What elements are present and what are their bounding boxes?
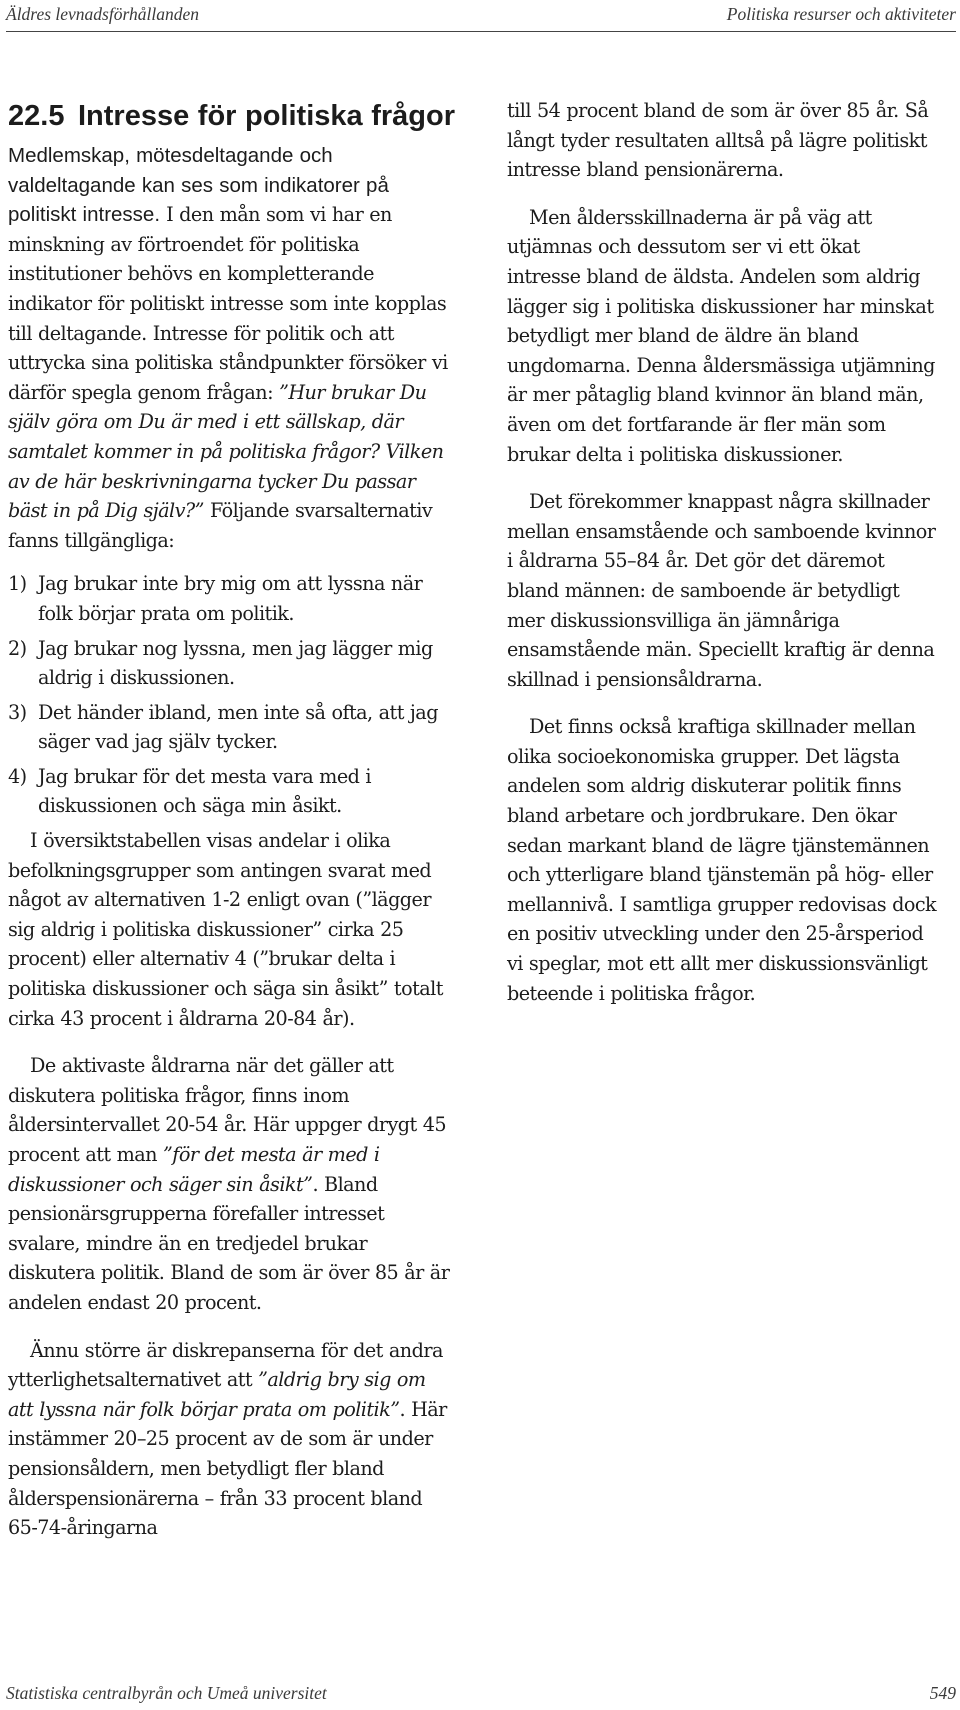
answer-options-list [8, 569, 456, 821]
header-rule [6, 31, 956, 32]
option-text: Det händer ibland, men inte så ofta, att jag säger vad jag själv tycker. [38, 700, 438, 754]
discrepancy-text: Ännu större är diskrepanserna för det andra ytterlighetsalternativet att [8, 1338, 443, 1392]
intro-text: I den mån som vi har en minskning av förtroendet för politiska institutioner behövs en kompletterande indikator för politiskt intresse som inte kopplas till deltagande. Intresse för politik och att uttrycka sina politiska ståndpunkter försöker vi därför spegla genom frågan: [8, 203, 448, 404]
discrepancy-paragraph [8, 1336, 456, 1543]
option-number: 4) [8, 764, 27, 788]
intro-paragraph [8, 141, 456, 555]
option-text: Jag brukar för det mesta vara med i diskussionen och säga min åsikt. [38, 764, 371, 818]
footer-publisher: Statistiska centralbyrån och Umeå universitet [6, 1683, 327, 1703]
left-column [8, 96, 456, 1543]
section-number: 22.5 [8, 100, 65, 132]
option-text: Jag brukar inte bry mig om att lyssna när folk börjar prata om politik. [38, 572, 423, 625]
answer-option [8, 569, 456, 628]
right-column [507, 96, 939, 1008]
option-text: Jag brukar nog lyssna, men jag lägger mig aldrig i diskussionen. [38, 636, 433, 690]
overview-paragraph: I översiktstabellen visas andelar i olika befolkningsgrupper som antingen svarat med något av alternativen 1-2 enligt ovan (”lägger sig aldrig i politiska diskussioner” cirka 25 procent) eller alternativ 4 (”brukar delta i politiska diskussioner och säga sin åsikt” totalt cirka 43 procent i åldrarna 20-84 år). [8, 829, 443, 1030]
continued-paragraph: till 54 procent bland de som är över 85 år. Så långt tyder resultaten alltså på lägre politiskt intresse bland pensionärerna. [507, 99, 929, 182]
discrepancy-text-end: . Här instämmer 20–25 procent av de som är under pensionsåldern, men betydligt fler bland ålderspensionärerna – från 33 procent bland 65-74-åringarna [8, 1397, 447, 1540]
intro-lead: Medlemskap, mötesdeltagande och valdeltagande kan ses som indikatorer på politiskt intresse. [8, 144, 389, 227]
answer-option [8, 762, 456, 821]
header-chapter-title: Äldres levnadsförhållanden [6, 4, 199, 24]
cohabitation-paragraph: Det förekommer knappast några skillnader mellan ensamstående och samboende kvinnor i åldrarna 55–84 år. Det gör det däremot bland männen: de samboende är betydligt mer diskussionsvilliga än jämnåriga ensamstående män. Speciellt kraftig är denna skillnad i pensionsåldrarna. [507, 490, 936, 691]
survey-question: ”Hur brukar Du själv göra om Du är med i ett sällskap, där samtalet kommer in på politiska frågor? Vilken av de här beskrivningarna tycker Du passar bäst in på Dig själv?” [8, 380, 444, 523]
answer-option [8, 634, 456, 693]
page-number: 549 [929, 1683, 956, 1703]
equalization-paragraph: Men åldersskillnaderna är på väg att utjämnas och dessutom ser vi ett ökat intresse bland de äldsta. Andelen som aldrig lägger sig i politiska diskussioner har minskat betydligt mer bland de äldre än bland ungdomarna. Denna åldersmässiga utjämning är mer påtaglig bland kvinnor än bland män, även om det fortfarande är fler män som brukar delta i politiska diskussioner. [507, 205, 935, 466]
option-number: 3) [8, 700, 27, 724]
option-number: 1) [8, 572, 27, 596]
answer-option [8, 698, 456, 757]
discrepancy-quote: ”aldrig bry sig om att lyssna när folk börjar prata om politik” [8, 1368, 426, 1421]
socioeconomic-paragraph: Det finns också kraftiga skillnader mellan olika socioekonomiska grupper. Det lägsta andelen som aldrig diskuterar politik finns bland arbetare och jordbrukare. Den ökar sedan markant bland de lägre tjänstemännen och ytterligare bland tjänstemän på hög- eller mellannivå. I samtliga grupper redovisas dock en positiv utveckling under den 25-årsperiod vi speglar, mot ett allt mer diskussionsvänligt beteende i politiska frågor. [507, 715, 937, 1005]
section-title: Intresse för politiska frågor [78, 100, 455, 132]
section-heading [8, 100, 456, 133]
active-ages-paragraph [8, 1051, 456, 1317]
active-ages-text-end: . Bland pensionärsgrupperna förefaller intresset svalare, mindre än en tredjedel brukar diskutera politik. Bland de som är över 85 år är andelen endast 20 procent. [8, 1172, 450, 1314]
running-header [6, 0, 956, 30]
active-ages-text: De aktivaste åldrarna när det gäller att diskutera politiska frågor, finns inom åldersintervallet 20-54 år. Här uppger drygt 45 procent att man [8, 1054, 447, 1166]
option-number: 2) [8, 636, 27, 660]
intro-end: Följande svarsalternativ fanns tillgängliga: [8, 499, 433, 552]
active-ages-quote: ”för det mesta är med i diskussioner och säger sin åsikt” [8, 1143, 380, 1196]
header-section-title: Politiska resurser och aktiviteter [726, 4, 956, 24]
